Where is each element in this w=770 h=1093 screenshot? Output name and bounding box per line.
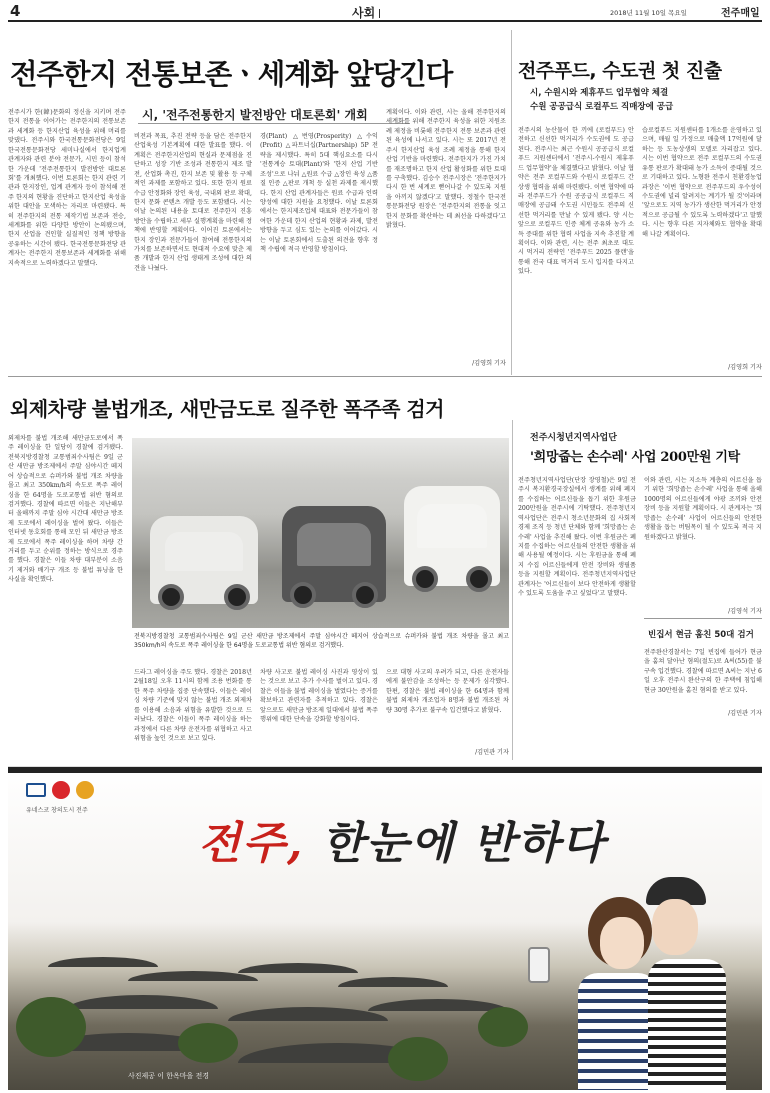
article5-body: 전주완산경찰서는 7일 빈집에 들어가 현금을 훔쳐 달아난 혐의(절도)로 A씨(55)를 불구속 입건했다. 경찰에 따르면 A씨는 지난 6일 오후 전주시 완산구의 한 주택에 침입해 현금 30만원을 훔친 혐의를 받고 있다. (644, 649, 762, 694)
page-number: 4 (10, 2, 21, 20)
article1-column-1: 전주시가 한(韓)문화의 정신을 지키며 전주한지 전통을 이어가는 전주한지의 전통보존과 세계화 등 한지산업 육성을 위해 머리를 맞댔다. 전주시와 한국전통문화전당은 9일 한국전통문화전당 세미나실에서 한지업계 관계자와 관련 분야 전문가, 시민 등이 참석한 가운데 '전주전통한지 발전방안 대토론회'를 개최했다. 이번 토론회는 한지 관련 기관과 한지장인, 업계 관계자 등이 참석해 전주 한지의 현황을 진단하고 한지산업 육성을 위한 대안을 모색하는 자리로 마련됐다. 특히 전주한지의 전통 제작기법 보존과 전승, 세계화를 위한 다양한 방안이 논의됐으며, 한지 산업을 견인할 실질적인 정책 방향을 공유하는 시간이 됐다. 한국전통문화전당 관계자는 전주한지 전통보존과 세계화를 위해 지속적으로 노력하겠다고 말했다. (8, 109, 126, 267)
article1-byline: /김영희 기자 (472, 360, 506, 367)
tourism-advertisement (8, 766, 762, 1090)
article4-column-1: 전주청년지역사업단(단장 장영철)은 9일 전주시 복지환경국장실에서 생계를 위해 폐지를 수집하는 어르신들을 돕기 위한 후원금 200만원을 전주시에 기탁했다. 전주청년지역사업단은 전주시 청소년문화의 집 사회적경제 조직 등 청년 단체와 함께 '희망줍는 손수레' 사업을 추진해 왔다. 이번 후원금은 폐지를 수집하는 어르신들의 안전한 생활을 위해 사용될 예정이다. 시는 후원금을 통해 폐지 수집 어르신들에게 안전 장비와 생필품 등을 지원할 계획이다. 전주청년지역사업단 관계자는 '어르신들이 보다 안전하게 생활할 수 있도록 도움을 주고 싶었다'고 말했다. (518, 477, 636, 598)
ad-slogan: 전주, 한눈에 반하다 (198, 818, 606, 869)
article3-headline: 외제차량 불법개조, 새만금도로 질주한 폭주족 검거 (10, 397, 444, 421)
article2-headline: 전주푸드, 수도권 첫 진출 (518, 60, 722, 82)
article3-column-1: 외제차를 불법 개조해 새만금도로에서 폭주 레이싱을 한 일당이 경찰에 검거됐다. 전북지방경찰청 교통범죄수사팀은 9일 군산 새만금 방조제에서 주말 심야시간 떼지어 상습적으로 슈퍼카와 불법 개조 차량을 몰고 최고 350km/h의 속도로 폭주 레이싱을 한 64명을 도로교통법 위반 혐의로 검거했다. 경찰에 따르면 이들은 지난해부터 올해까지 주말 심야 시간대 새만금 방조제 도로에서 레이싱을 벌여 왔다. 이들은 인터넷 동호회를 통해 모인 뒤 새만금 방조제 도로에서 폭주 레이싱을 하며 차량 간 거리를 두고 순위를 정하는 방식으로 경주를 했다. 경찰은 이들 차량 대부분이 소음기 제거와 배기구 개조 등 불법 튜닝을 한 사실을 확인했다. (8, 435, 123, 584)
smartphone-icon (528, 947, 550, 983)
article1-column-4: 계획이다. 이와 관련, 시는 올해 전주한지의 세계화를 위해 전주한지 육성을 위한 지원조례 제정을 비롯해 전주한지 전통 보존과 관련된 육성에 나서고 있다. 시는 또 2017년 전주시 한지산업 육성 조례 제정을 통해 한지 산업 기반을 마련했다. 전주한지가 가진 가치를 재조명하고 한지 산업 활성화를 위한 토대를 구축했다. 김승수 전주시장은 '전주한지가 다시 한 번 세계로 뻗어나갈 수 있도록 지원을 아끼지 않겠다'고 말했다. 정철수 한국전통문화전당 원장은 '전주한지의 전통을 잇고 한지 문화를 확산하는 데 최선을 다하겠다'고 밝혔다. (386, 109, 506, 230)
issue-date: 2018년 11월 10일 목요일 (610, 9, 687, 17)
article1-headline: 전주한지 전통보존ㆍ세계화 앞당긴다 (10, 58, 453, 91)
article4-byline: /김영석 기자 (728, 608, 762, 615)
ad-sponsor-text: 유네스코 창의도시 전주 (26, 807, 88, 814)
article5-headline: 빈집서 현금 훔친 50대 검거 (648, 630, 754, 640)
article3-photo-caption: 전북지방경찰청 교통범죄수사팀은 9일 군산 새만금 방조제에서 주말 심야시간 떼지어 상습적으로 슈퍼카와 불법 개조 차량을 몰고 최고 350km/h의 속도로 폭주 레이싱을 한 64명을 도로교통법 위반 혐의로 검거했다. (134, 633, 509, 650)
festival-emblem (52, 781, 70, 799)
couple-photo (528, 877, 728, 1090)
column-divider (511, 30, 512, 375)
section-name: 사회 (352, 4, 380, 21)
subhead-rule (138, 123, 410, 124)
article1-column-3: 경(Plant) △번영(Prosperity) △수익(Profit) △파트너십(Partnership) 5P 전략을 제시했다. 특히 5대 핵심요소를 다시 '전통계승 토대(Plant)'와 '한지 산업 기반 조성'으로 나눠 △원료 수급 △장인 육성 △품질 인증 △판로 개척 등 실천 과제를 제시했다. 한지 산업 관계자들은 원료 수급과 인력 양성에 대한 지원을 요청했다. 이날 토론회에서는 한지제조업체 대표와 전문가들이 참여한 가운데 한지 산업의 현황과 과제, 발전 방향을 두고 심도 있는 논의를 이어갔다. 시는 이날 토론회에서 도출된 의견을 향후 정책 수립에 적극 반영할 방침이다. (260, 133, 378, 254)
article3-column-3: 차량 사고로 불법 레이싱 사진과 영상이 있는 것으로 보고 추가 수사를 벌이고 있다. 경찰은 이들을 불법 레이싱을 벌였다는 증거를 확보하고 관련자를 추적하고 있다. 경찰은 앞으로도 새만금 방조제 일대에서 불법 폭주 행위에 대한 단속을 강화할 방침이다. (260, 669, 378, 724)
section-rule (8, 376, 762, 377)
column-divider (512, 420, 513, 760)
newspaper-name: 전주매일 (721, 8, 760, 19)
article3-column-4: 으로 대형 사고의 우려가 되고, 다른 운전자들에게 불안감을 조성하는 등 문제가 심각했다. 한편, 경찰은 불법 레이싱을 한 64명과 함께 불법 외제차 개조업자 8명과 불법 개조된 차량 30명 추가로 불구속 입건했다고 밝혔다. (386, 669, 509, 714)
article4-kicker: 전주시청년지역사업단 (530, 433, 617, 443)
article1-subhead: 시, '전주전통한지 발전방안 대토론회' 개회 (142, 108, 368, 122)
dark-car-center (282, 506, 386, 602)
article2-column-1: 전주시의 농산물이 한 끼에 (로컬푸드) 안전하고 신선한 먹거리가 수도권에 도 공급된다. 전주시는 최근 수원시 공공급식 로컬푸드 지원센터에서 '전주시-수원시 제휴푸드 업무협약'을 체결했다고 밝혔다. 이날 협약은 전주 로컬푸드와 수원시 로컬푸드 간 상생 협력을 위해 마련됐다. 이번 협약에 따라 전주푸드가 수원 공공급식 로컬푸드 직매장에 공급돼 수도권 시민들도 전주의 신선한 먹거리를 만날 수 있게 됐다. 양 시는 앞으로 로컬푸드 인증 체계 공유와 농가 소득 증대를 위한 협력 사업을 지속 추진할 계획이다. 이와 관련, 시는 전주 최초로 대도시 먹거리 전략인 '전주푸드 2025 플랜'을 통해 전국 대표 먹거리 도시 입지를 다지고 있다. (518, 127, 634, 276)
article2-subhead-2: 수원 공공급식 로컬푸드 직매장에 공급 (530, 102, 674, 112)
article4-headline: '희망줍는 손수레' 사업 200만원 기탁 (530, 450, 740, 465)
city-emblem (76, 781, 94, 799)
article1-column-2: 비전과 목표, 추진 전략 등을 담은 전주한지산업육성 기본계획에 대한 발표를 했다. 이 계획은 전주한지산업의 현실과 문제점을 진단하고 성장 기반 조성과 전통한지 제조 발전, 산업화 촉진, 한지 보존 및 활용 등 구체적인 과제를 포함하고 있다. 또한 한지 원료 수급 안정화와 장인 육성, 국내외 판로 확대, 한지 문화 콘텐츠 개발 등도 포함됐다. 시는 이날 논의된 내용을 토대로 전주한지 진흥 방안을 수립하고 세부 실행계획을 마련해 정책에 반영할 계획이다. 이어진 토론에서는 한지 장인과 전문가들이 참여해 전통한지의 가치를 보존하면서도 현대적 수요에 맞춘 제품 개발과 한지 산업 생태계 조성에 대한 의견을 나눴다. (134, 133, 252, 272)
racing-cars-photo (132, 438, 509, 628)
white-car-left (150, 516, 258, 604)
article2-column-2: 습로컬푸드 지원센터를 1개소를 운영하고 있으며, 매월 일 가정으로 매출액 17억원에 달하는 등 도농상생의 모델로 자리잡고 있다. 시는 이번 협약으로 전주 로컬푸드의 수도권 유통 판로가 확대돼 농가 소득이 증대될 것으로 기대하고 있다. 노형완 전주시 친환경농업과장은 '이번 협약으로 전주푸드의 우수성이 수도권에 널리 알려지는 계기가 될 것'이라며 '앞으로도 지역 농가가 생산한 먹거리가 안정적으로 공급될 수 있도록 노력하겠다'고 말했다. 시는 향후 다른 지자체와도 협약을 확대해 나갈 계획이다. (642, 127, 762, 238)
unesco-logo (26, 783, 46, 797)
article5-byline: /김민관 기자 (728, 710, 762, 717)
article2-byline: /김영희 기자 (728, 364, 762, 371)
article3-byline: /김민관 기자 (475, 749, 509, 756)
brief-rule (644, 618, 762, 619)
article2-subhead-1: 시, 수원시와 제휴푸드 업무협약 체결 (530, 88, 669, 98)
header-rule (8, 20, 762, 22)
article3-column-2: 드라그 레이싱을 주도 했다. 경찰은 2018년 2월18일 오후 11시의 함께 조용 번화를 통한 폭주 차량을 집중 단속했다. 이들은 레이싱 차량 기준에 맞지 않는 불법 개조 외제차를 이용해 소음과 위험을 유발한 것으로 드러났다. 경찰은 이들이 폭주 레이싱을 하는 과정에서 다른 차량 운전자를 위협하고 사고 위험을 높인 것으로 보고 있다. (134, 669, 252, 742)
ad-photo-caption: 사진제공 이 한옥마을 전경 (128, 1072, 210, 1080)
white-car-right (404, 486, 500, 586)
article4-column-2: 이와 관련, 시는 지소득 계층의 어르신을 돕기 위한 '희망줍는 손수레' 사업을 통해 올해 1000명의 어르신들에게 야광 조끼와 안전 장비 등을 지원할 계획이다. 시 관계자는 '희망줍는 손수레' 사업이 어르신들의 안전한 생활을 돕는 버팀목이 될 수 있도록 적극 지원하겠다고 밝혔다. (644, 477, 762, 541)
